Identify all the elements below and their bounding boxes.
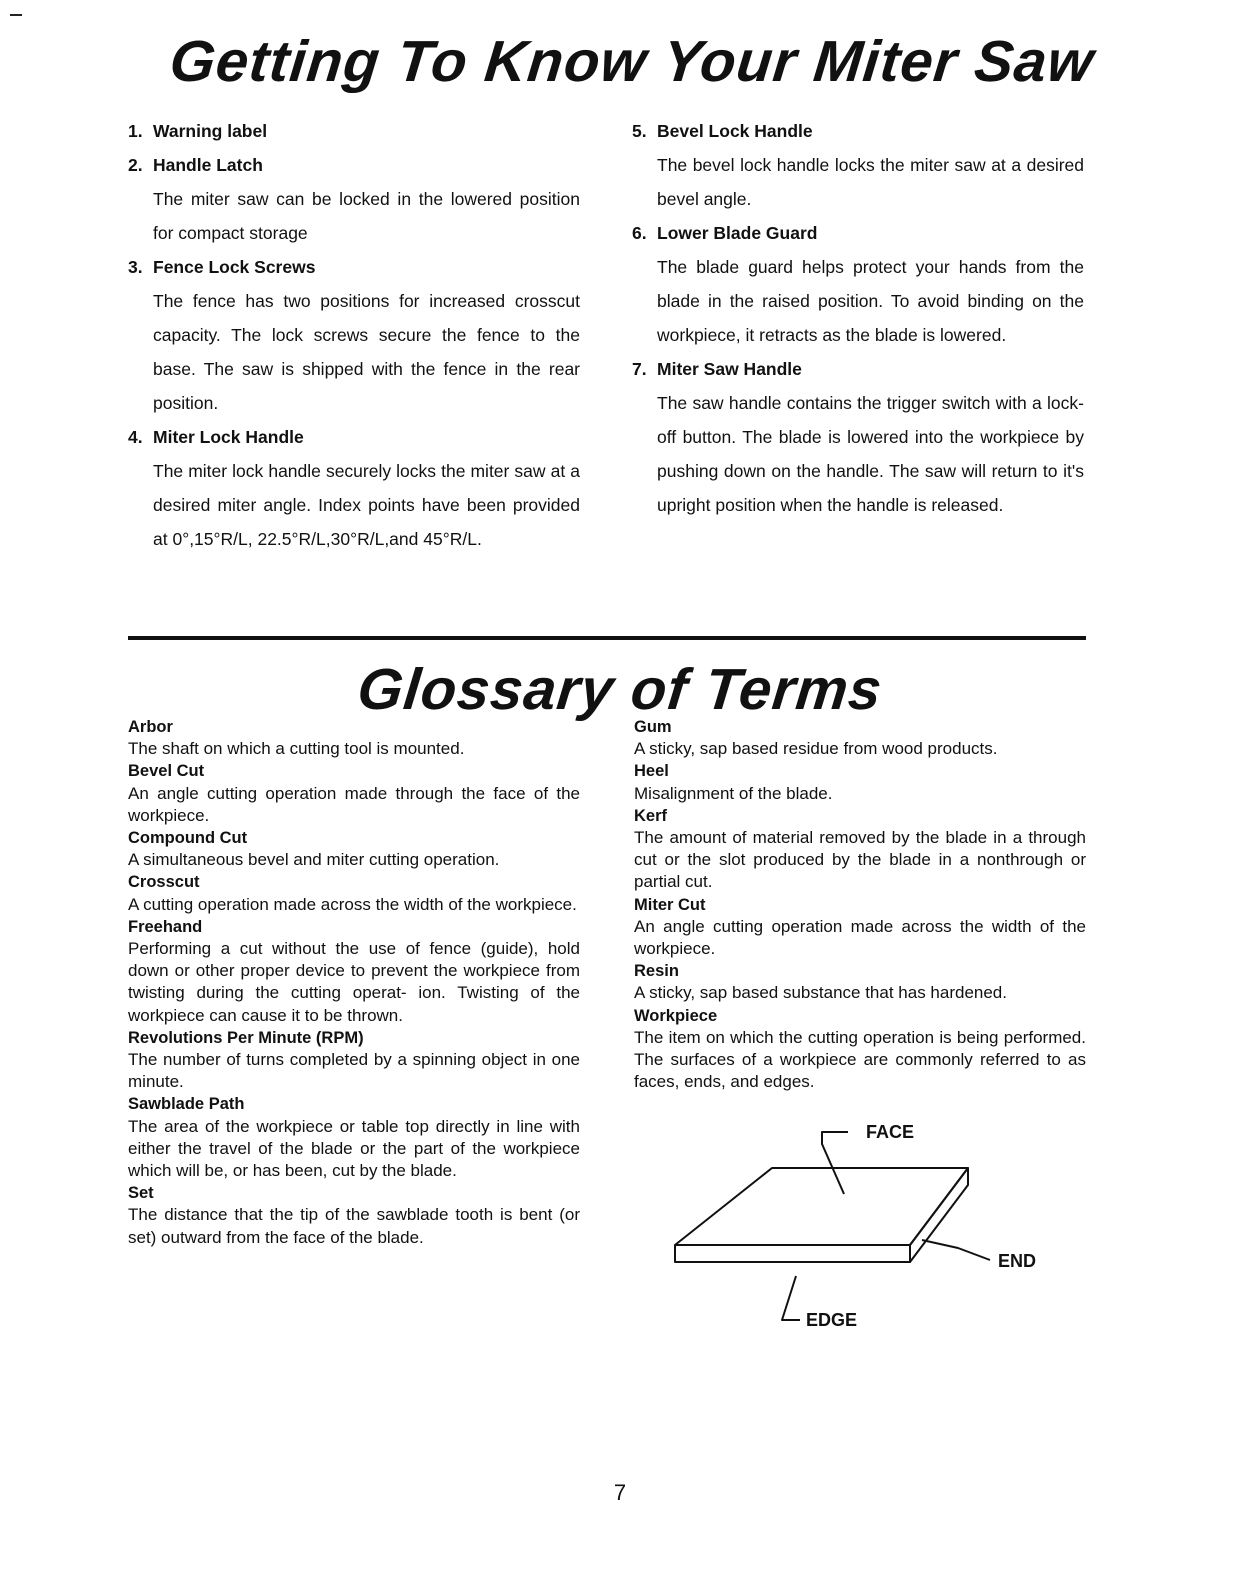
- part-name: Handle Latch: [153, 155, 263, 175]
- parts-list-left: [128, 114, 580, 556]
- page-number: 7: [613, 1480, 627, 1505]
- part-number: 7.: [632, 359, 647, 379]
- glossary-definition: Misalignment of the blade.: [634, 783, 833, 803]
- glossary-term: Freehand: [128, 917, 203, 936]
- parts-list-right: [632, 114, 1084, 522]
- workpiece-edge: [675, 1245, 910, 1262]
- part-item: [128, 114, 580, 148]
- part-name: Miter Lock Handle: [153, 427, 304, 447]
- part-description: The bevel lock handle locks the miter saw at a desired bevel angle.: [657, 155, 1084, 209]
- part-item: [128, 250, 580, 420]
- part-name: Bevel Lock Handle: [657, 121, 813, 141]
- end-label: END: [998, 1251, 1037, 1271]
- glossary-left: [128, 716, 580, 1249]
- part-item: [128, 148, 580, 250]
- glossary-term: Gum: [634, 718, 672, 736]
- glossary-term: Workpiece: [634, 1006, 718, 1025]
- glossary-definition: The number of turns completed by a spinning object in one minute.: [128, 1050, 580, 1092]
- part-number: 6.: [632, 223, 647, 243]
- glossary-term: Sawblade Path: [128, 1095, 245, 1114]
- edge-label: EDGE: [806, 1310, 858, 1330]
- glossary-definition: A sticky, sap based residue from wood products.: [634, 739, 998, 759]
- part-description: The miter saw can be locked in the lowered position for compact storage: [153, 189, 580, 243]
- glossary-definition: An angle cutting operation made across the width of the workpiece.: [634, 916, 1086, 959]
- glossary-term: Compound Cut: [128, 829, 248, 848]
- glossary-definition: Performing a cut without the use of fence (guide), hold down or other proper device to prevent the workpiece from twisting during the cutting operat- ion. Twisting of the workpiece can cause it to be thrown.: [128, 939, 580, 1025]
- face-leader-line: [822, 1132, 848, 1194]
- glossary-term: Arbor: [128, 718, 173, 736]
- glossary-definition: The item on which the cutting operation is being performed. The surfaces of a workpiece are commonly referred to as faces, ends, and edges.: [634, 1027, 1086, 1092]
- workpiece-face: [675, 1168, 968, 1245]
- section-divider: [128, 636, 1086, 640]
- part-number: 3.: [128, 257, 143, 277]
- glossary-definition: The amount of material removed by the blade in a through cut or the slot produced by the blade in a nonthrough or partial cut.: [634, 828, 1086, 892]
- part-number: 5.: [632, 121, 647, 141]
- glossary-definition: A simultaneous bevel and miter cutting operation.: [128, 850, 500, 870]
- part-description: The saw handle contains the trigger switch with a lock-off button. The blade is lowered into the workpiece by pushing down on the handle. The saw will return to it's upright position when the handle is released.: [657, 393, 1084, 515]
- glossary-term: Kerf: [634, 806, 668, 825]
- glossary-definition: The shaft on which a cutting tool is mounted.: [128, 739, 465, 759]
- glossary-term: Crosscut: [128, 873, 200, 892]
- edge-leader-line: [782, 1276, 800, 1320]
- glossary-term: Heel: [634, 762, 669, 781]
- glossary-right: [634, 716, 1086, 1093]
- part-number: 1.: [128, 121, 143, 141]
- workpiece-diagram: [660, 1110, 1080, 1350]
- glossary-term: Bevel Cut: [128, 762, 205, 781]
- part-item: [128, 420, 580, 556]
- part-item: [632, 352, 1084, 522]
- glossary-term: Set: [128, 1184, 154, 1203]
- part-item: [632, 114, 1084, 216]
- glossary-definition: The distance that the tip of the sawblade tooth is bent (or set) outward from the face of the blade.: [128, 1205, 580, 1247]
- page-title-parts: Getting To Know Your Miter Saw: [166, 29, 1098, 94]
- part-name: Lower Blade Guard: [657, 223, 818, 243]
- part-name: Warning label: [153, 121, 268, 141]
- part-number: 4.: [128, 427, 143, 447]
- part-description: The fence has two positions for increased crosscut capacity. The lock screws secure the fence to the base. The saw is shipped with the fence in the rear position.: [153, 291, 580, 413]
- part-name: Fence Lock Screws: [153, 257, 316, 277]
- end-leader-line: [922, 1240, 990, 1260]
- part-description: The miter lock handle securely locks the miter saw at a desired miter angle. Index points have been provided at 0°,15°R/L, 22.5°R/L,30°R/L,and 45°R/L.: [153, 461, 580, 549]
- glossary-definition: A cutting operation made across the width of the workpiece.: [128, 894, 577, 914]
- glossary-term: Revolutions Per Minute (RPM): [128, 1028, 364, 1047]
- part-item: [632, 216, 1084, 352]
- glossary-term: Resin: [634, 962, 679, 981]
- part-description: The blade guard helps protect your hands from the blade in the raised position. To avoid binding on the workpiece, it retracts as the blade is lowered.: [657, 257, 1084, 345]
- page-title-glossary: Glossary of Terms: [354, 657, 886, 722]
- glossary-definition: The area of the workpiece or table top directly in line with either the travel of the blade or the part of the workpiece which will be, or has been, cut by the blade.: [128, 1116, 580, 1181]
- part-number: 2.: [128, 155, 143, 175]
- corner-mark: [10, 14, 22, 16]
- face-label: FACE: [866, 1122, 915, 1142]
- glossary-definition: A sticky, sap based substance that has hardened.: [634, 983, 1007, 1003]
- part-name: Miter Saw Handle: [657, 359, 802, 379]
- glossary-term: Miter Cut: [634, 895, 706, 914]
- glossary-definition: An angle cutting operation made through the face of the workpiece.: [128, 783, 580, 825]
